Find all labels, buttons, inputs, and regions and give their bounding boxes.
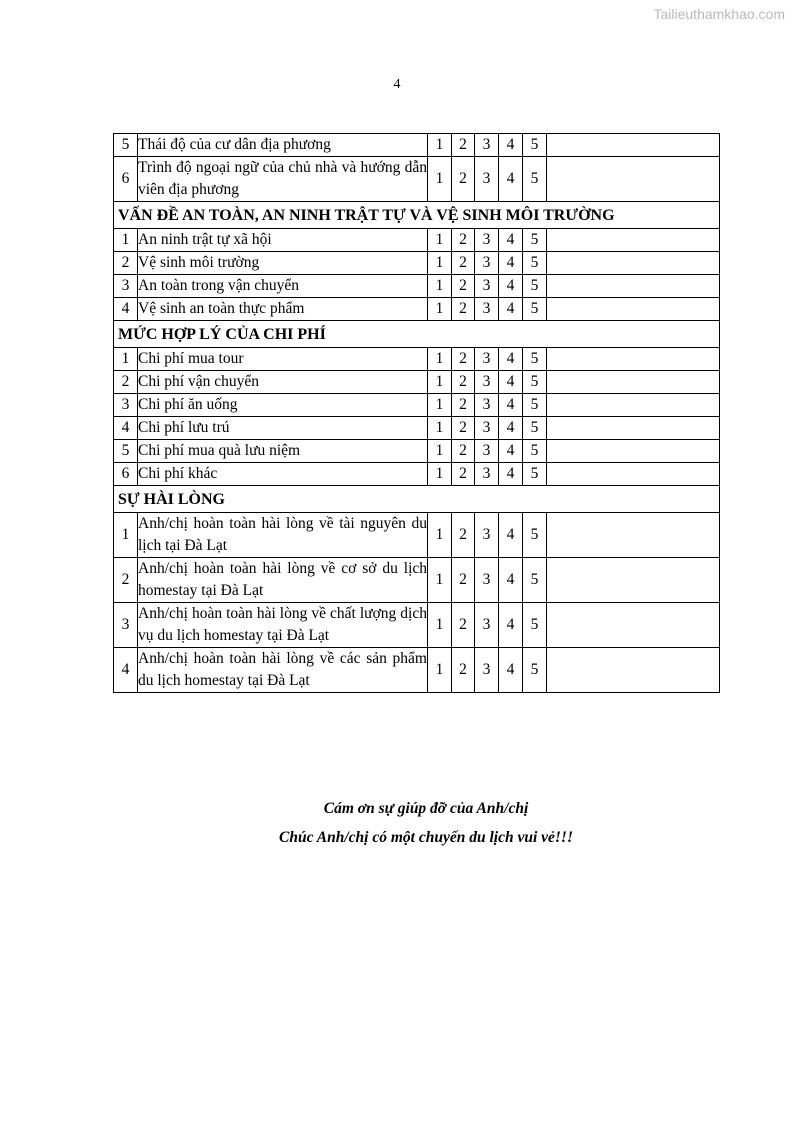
- answer-cell: [547, 252, 720, 275]
- item-number: 3: [114, 275, 138, 298]
- score-option-1[interactable]: 1: [428, 348, 452, 371]
- score-option-2[interactable]: 2: [452, 157, 475, 202]
- section-row: [114, 202, 720, 229]
- score-option-4[interactable]: 4: [499, 417, 523, 440]
- score-option-1[interactable]: 1: [428, 229, 452, 252]
- score-option-5[interactable]: 5: [523, 394, 547, 417]
- section-title: MỨC HỢP LÝ CỦA CHI PHÍ: [114, 321, 720, 348]
- item-number: 3: [114, 603, 138, 648]
- answer-cell: [547, 275, 720, 298]
- score-option-2[interactable]: 2: [452, 513, 475, 558]
- score-option-2[interactable]: 2: [452, 348, 475, 371]
- score-option-2[interactable]: 2: [452, 558, 475, 603]
- score-option-4[interactable]: 4: [499, 134, 523, 157]
- score-option-5[interactable]: 5: [523, 275, 547, 298]
- score-option-3[interactable]: 3: [475, 417, 499, 440]
- item-text: Trình độ ngoại ngữ của chủ nhà và hướng dẫn viên địa phương: [138, 157, 428, 202]
- table-row: [114, 558, 720, 603]
- table-row: [114, 394, 720, 417]
- item-text: Vệ sinh môi trường: [138, 252, 428, 275]
- item-number: 4: [114, 417, 138, 440]
- answer-cell: [547, 603, 720, 648]
- watermark: Tailieuthamkhao.com: [653, 6, 785, 22]
- answer-cell: [547, 348, 720, 371]
- score-option-5[interactable]: 5: [523, 440, 547, 463]
- score-option-3[interactable]: 3: [475, 348, 499, 371]
- item-number: 4: [114, 298, 138, 321]
- item-text: An toàn trong vận chuyển: [138, 275, 428, 298]
- score-option-5[interactable]: 5: [523, 298, 547, 321]
- item-text: Chi phí vận chuyển: [138, 371, 428, 394]
- score-option-5[interactable]: 5: [523, 558, 547, 603]
- score-option-1[interactable]: 1: [428, 417, 452, 440]
- item-number: 2: [114, 252, 138, 275]
- score-option-4[interactable]: 4: [499, 648, 523, 693]
- score-option-4[interactable]: 4: [499, 157, 523, 202]
- item-text: Anh/chị hoàn toàn hài lòng về chất lượng dịch vụ du lịch homestay tại Đà Lạt: [138, 603, 428, 648]
- section-title: VẤN ĐỀ AN TOÀN, AN NINH TRẬT TỰ VÀ VỆ SINH MÔI TRƯỜNG: [114, 202, 720, 229]
- table-row: [114, 440, 720, 463]
- score-option-4[interactable]: 4: [499, 603, 523, 648]
- section-row: [114, 486, 720, 513]
- answer-cell: [547, 134, 720, 157]
- score-option-2[interactable]: 2: [452, 371, 475, 394]
- score-option-1[interactable]: 1: [428, 394, 452, 417]
- table-row: [114, 603, 720, 648]
- score-option-3[interactable]: 3: [475, 371, 499, 394]
- score-option-2[interactable]: 2: [452, 648, 475, 693]
- score-option-1[interactable]: 1: [428, 440, 452, 463]
- answer-cell: [547, 440, 720, 463]
- item-text: Chi phí mua tour: [138, 348, 428, 371]
- table-row: [114, 371, 720, 394]
- score-option-4[interactable]: 4: [499, 252, 523, 275]
- table-row: [114, 275, 720, 298]
- score-option-1[interactable]: 1: [428, 371, 452, 394]
- score-option-1[interactable]: 1: [428, 648, 452, 693]
- answer-cell: [547, 417, 720, 440]
- score-option-1[interactable]: 1: [428, 513, 452, 558]
- score-option-4[interactable]: 4: [499, 348, 523, 371]
- answer-cell: [547, 157, 720, 202]
- score-option-5[interactable]: 5: [523, 513, 547, 558]
- score-option-5[interactable]: 5: [523, 348, 547, 371]
- score-option-2[interactable]: 2: [452, 252, 475, 275]
- score-option-4[interactable]: 4: [499, 513, 523, 558]
- item-number: 3: [114, 394, 138, 417]
- answer-cell: [547, 298, 720, 321]
- item-number: 6: [114, 157, 138, 202]
- score-option-2[interactable]: 2: [452, 463, 475, 486]
- answer-cell: [547, 463, 720, 486]
- table-row: [114, 648, 720, 693]
- score-option-2[interactable]: 2: [452, 417, 475, 440]
- closing-wish: Chúc Anh/chị có một chuyến du lịch vui vẻ!!!: [279, 829, 573, 846]
- score-option-4[interactable]: 4: [499, 463, 523, 486]
- table-row: [114, 157, 720, 202]
- score-option-3[interactable]: 3: [475, 513, 499, 558]
- score-option-3[interactable]: 3: [475, 558, 499, 603]
- item-text: An ninh trật tự xã hội: [138, 229, 428, 252]
- score-option-3[interactable]: 3: [475, 275, 499, 298]
- score-option-3[interactable]: 3: [475, 252, 499, 275]
- answer-cell: [547, 371, 720, 394]
- page-number: 4: [393, 77, 401, 92]
- item-number: 5: [114, 134, 138, 157]
- score-option-3[interactable]: 3: [475, 229, 499, 252]
- table-row: [114, 252, 720, 275]
- score-option-1[interactable]: 1: [428, 275, 452, 298]
- item-number: 1: [114, 229, 138, 252]
- score-option-1[interactable]: 1: [428, 603, 452, 648]
- closing-thanks: Cám ơn sự giúp đỡ của Anh/chị: [323, 800, 529, 817]
- score-option-5[interactable]: 5: [523, 463, 547, 486]
- score-option-5[interactable]: 5: [523, 417, 547, 440]
- score-option-3[interactable]: 3: [475, 463, 499, 486]
- table-row: [114, 229, 720, 252]
- score-option-3[interactable]: 3: [475, 134, 499, 157]
- score-option-3[interactable]: 3: [475, 603, 499, 648]
- score-option-3[interactable]: 3: [475, 440, 499, 463]
- item-number: 4: [114, 648, 138, 693]
- score-option-1[interactable]: 1: [428, 298, 452, 321]
- score-option-2[interactable]: 2: [452, 298, 475, 321]
- table-row: [114, 417, 720, 440]
- score-option-4[interactable]: 4: [499, 440, 523, 463]
- score-option-5[interactable]: 5: [523, 157, 547, 202]
- score-option-2[interactable]: 2: [452, 394, 475, 417]
- answer-cell: [547, 648, 720, 693]
- item-number: 2: [114, 558, 138, 603]
- score-option-5[interactable]: 5: [523, 371, 547, 394]
- item-text: Chi phí mua quà lưu niệm: [138, 440, 428, 463]
- answer-cell: [547, 558, 720, 603]
- score-option-4[interactable]: 4: [499, 371, 523, 394]
- score-option-3[interactable]: 3: [475, 298, 499, 321]
- score-option-3[interactable]: 3: [475, 394, 499, 417]
- item-text: Anh/chị hoàn toàn hài lòng về tài nguyên du lịch tại Đà Lạt: [138, 513, 428, 558]
- score-option-3[interactable]: 3: [475, 157, 499, 202]
- item-text: Vệ sinh an toàn thực phẩm: [138, 298, 428, 321]
- table-row: [114, 513, 720, 558]
- item-text: Thái độ của cư dân địa phương: [138, 134, 428, 157]
- score-option-2[interactable]: 2: [452, 440, 475, 463]
- item-number: 6: [114, 463, 138, 486]
- item-number: 1: [114, 513, 138, 558]
- item-text: Anh/chị hoàn toàn hài lòng về cơ sở du lịch homestay tại Đà Lạt: [138, 558, 428, 603]
- score-option-4[interactable]: 4: [499, 229, 523, 252]
- score-option-2[interactable]: 2: [452, 275, 475, 298]
- score-option-4[interactable]: 4: [499, 298, 523, 321]
- item-text: Chi phí khác: [138, 463, 428, 486]
- survey-table: [113, 133, 720, 693]
- score-option-4[interactable]: 4: [499, 558, 523, 603]
- item-text: Chi phí lưu trú: [138, 417, 428, 440]
- score-option-2[interactable]: 2: [452, 134, 475, 157]
- item-number: 5: [114, 440, 138, 463]
- score-option-1[interactable]: 1: [428, 157, 452, 202]
- item-number: 2: [114, 371, 138, 394]
- answer-cell: [547, 229, 720, 252]
- score-option-1[interactable]: 1: [428, 134, 452, 157]
- table-row: [114, 134, 720, 157]
- table-row: [114, 348, 720, 371]
- score-option-4[interactable]: 4: [499, 275, 523, 298]
- score-option-5[interactable]: 5: [523, 229, 547, 252]
- score-option-5[interactable]: 5: [523, 648, 547, 693]
- score-option-2[interactable]: 2: [452, 603, 475, 648]
- score-option-5[interactable]: 5: [523, 603, 547, 648]
- score-option-3[interactable]: 3: [475, 648, 499, 693]
- answer-cell: [547, 394, 720, 417]
- score-option-4[interactable]: 4: [499, 394, 523, 417]
- score-option-1[interactable]: 1: [428, 558, 452, 603]
- section-row: [114, 321, 720, 348]
- table-row: [114, 463, 720, 486]
- table-row: [114, 298, 720, 321]
- score-option-2[interactable]: 2: [452, 229, 475, 252]
- item-number: 1: [114, 348, 138, 371]
- item-text: Anh/chị hoàn toàn hài lòng về các sản phẩm du lịch homestay tại Đà Lạt: [138, 648, 428, 693]
- item-text: Chi phí ăn uống: [138, 394, 428, 417]
- answer-cell: [547, 513, 720, 558]
- score-option-1[interactable]: 1: [428, 463, 452, 486]
- score-option-5[interactable]: 5: [523, 252, 547, 275]
- section-title: SỰ HÀI LÒNG: [114, 486, 720, 513]
- score-option-5[interactable]: 5: [523, 134, 547, 157]
- score-option-1[interactable]: 1: [428, 252, 452, 275]
